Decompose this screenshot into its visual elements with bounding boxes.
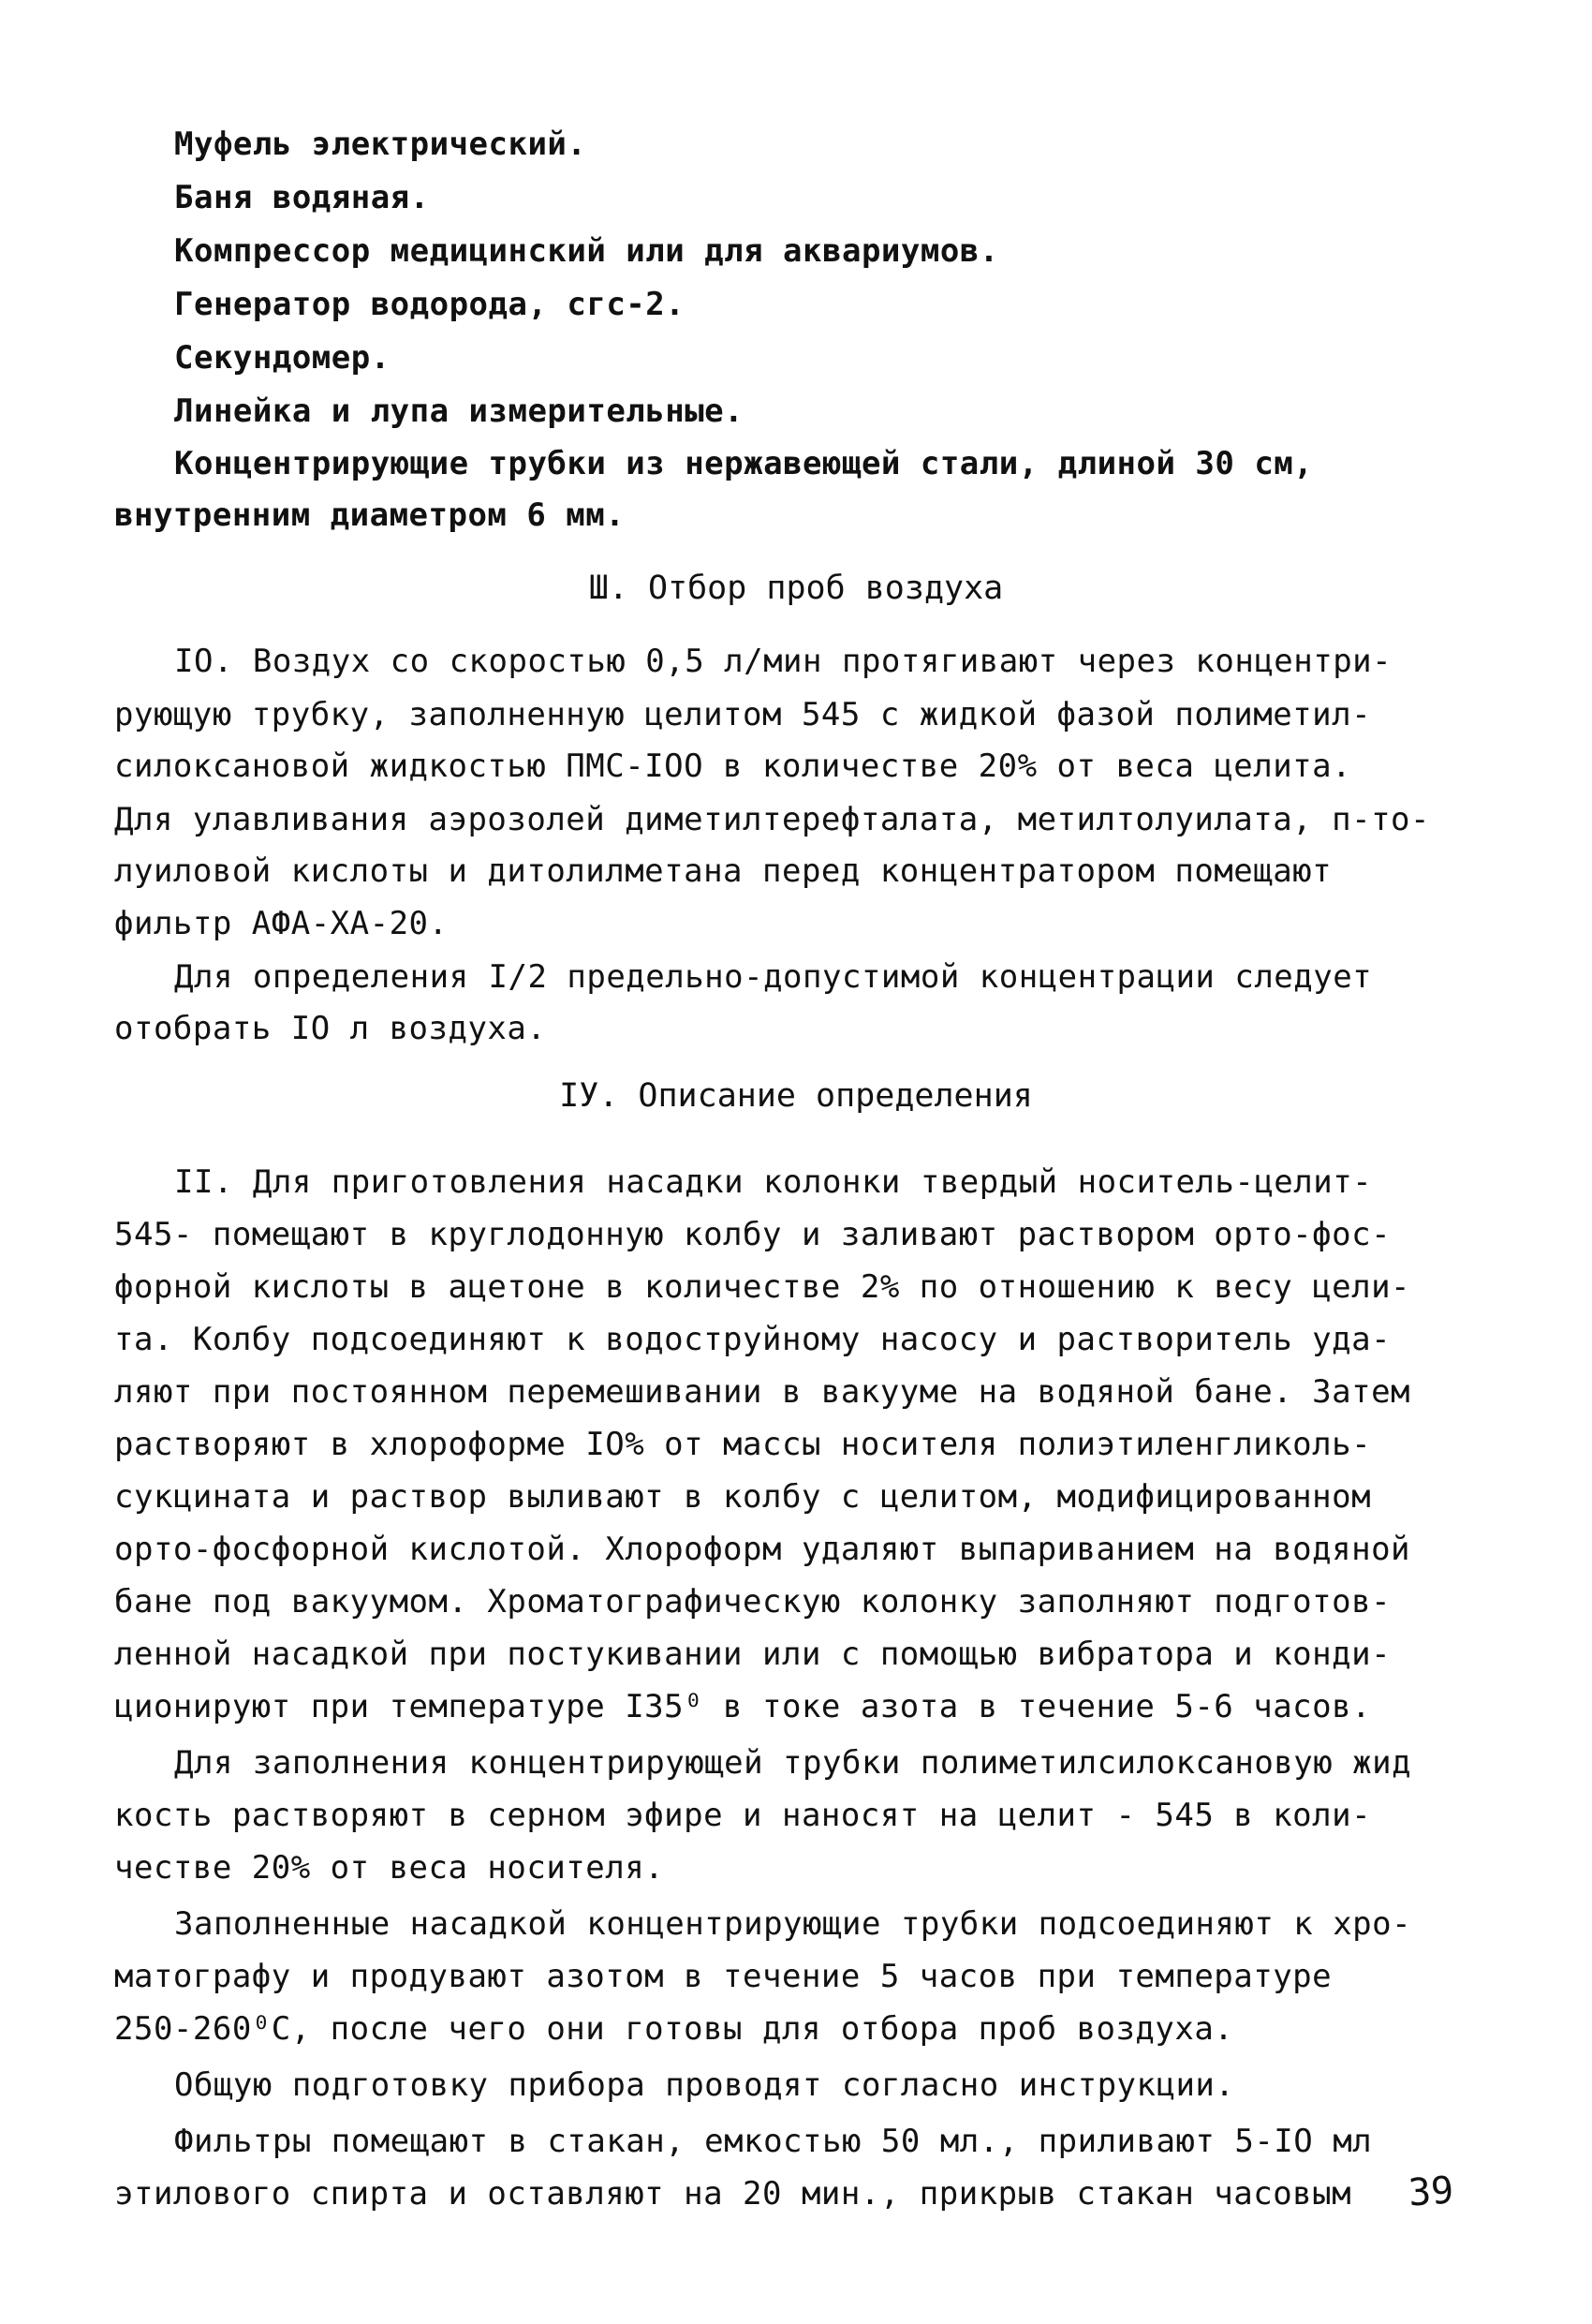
paragraph-11-line: бане под вакуумом. Хроматографическую колонку заполняют подготов- <box>114 1583 1392 1621</box>
paragraph-11-line: та. Колбу подсоединяют к водоструйному насосу и растворитель уда- <box>114 1321 1392 1358</box>
paragraph-11-line: орто-фосфорной кислотой. Хлороформ удаляют выпариванием на водяной <box>114 1531 1411 1568</box>
equipment-item: Концентрирующие трубки из нержавеющей стали, длиной 30 см, <box>174 445 1314 482</box>
paragraph-11-line: ленной насадкой при постукивании или с помощью вибратора и конди- <box>114 1636 1392 1673</box>
paragraph-11c-line: 250-260⁰С, после чего они готовы для отбора проб воздуха. <box>114 2010 1234 2048</box>
paragraph-10b-line: отобрать IO л воздуха. <box>114 1010 547 1047</box>
paragraph-10-line: силоксановой жидкостью ПМС-IOO в количестве 20% от веса целита. <box>114 748 1352 785</box>
paragraph-11-line: сукцината и раствор выливают в колбу с целитом, модифицированном <box>114 1478 1372 1516</box>
paragraph-11e-line: этилового спирта и оставляют на 20 мин., прикрыв стакан часовым <box>114 2175 1352 2213</box>
page-number: 39 <box>1407 2169 1455 2215</box>
paragraph-11c-line: матографу и продувают азотом в течение 5 часов при температуре <box>114 1958 1333 1995</box>
equipment-item: Муфель электрический. <box>174 126 587 163</box>
paragraph-11-line: 545- помещают в круглодонную колбу и заливают раствором орто-фос- <box>114 1216 1392 1253</box>
paragraph-11e-line: Фильтры помещают в стакан, емкостью 50 мл., приливают 5-IO мл <box>174 2123 1373 2160</box>
paragraph-11b-line: честве 20% от веса носителя. <box>114 1849 665 1887</box>
paragraph-11-line: II. Для приготовления насадки колонки твердый носитель-целит- <box>174 1163 1373 1201</box>
equipment-item-continuation: внутренним диаметром 6 мм. <box>114 496 626 534</box>
equipment-item: Генератор водорода, сгс-2. <box>174 286 685 323</box>
section-heading-description: IУ. Описание определения <box>559 1077 1033 1115</box>
paragraph-11-line: ционируют при температуре I35⁰ в токе азота в течение 5-6 часов. <box>114 1688 1372 1725</box>
paragraph-11b-line: кость растворяют в серном эфире и наносят на целит - 545 в коли- <box>114 1797 1372 1834</box>
paragraph-11b-line: Для заполнения концентрирующей трубки полиметилсилоксановую жид <box>174 1744 1412 1782</box>
paragraph-11d-line: Общую подготовку прибора проводят согласно инструкции. <box>174 2066 1235 2104</box>
paragraph-11-line: ляют при постоянном перемешивании в вакууме на водяной бане. Затем <box>114 1373 1411 1411</box>
paragraph-11-line: растворяют в хлороформе IO% от массы носителя полиэтиленгликоль- <box>114 1426 1372 1463</box>
equipment-item: Секундомер. <box>174 339 391 377</box>
paragraph-11c-line: Заполненные насадкой концентрирующие трубки подсоединяют к хро- <box>174 1905 1412 1943</box>
paragraph-10-line: луиловой кислоты и дитолилметана перед концентратором помещают <box>114 852 1333 890</box>
paragraph-10-line: Для улавливания аэрозолей диметилтерефталата, метилтолуилата, п-то- <box>114 801 1430 838</box>
paragraph-10-line: IO. Воздух со скоростью 0,5 л/мин протягивают через концентри- <box>174 643 1393 680</box>
paragraph-10-line: рующую трубку, заполненную целитом 545 с жидкой фазой полиметил- <box>114 696 1372 733</box>
paragraph-11-line: форной кислоты в ацетоне в количестве 2% по отношению к весу цели- <box>114 1268 1411 1306</box>
paragraph-10b-line: Для определения I/2 предельно-допустимой концентрации следует <box>174 958 1373 996</box>
paragraph-10-line: фильтр АФА-ХА-20. <box>114 905 449 942</box>
equipment-item: Компрессор медицинский или для аквариумов. <box>174 232 999 270</box>
equipment-item: Линейка и лупа измерительные. <box>174 392 744 430</box>
equipment-item: Баня водяная. <box>174 179 430 216</box>
section-heading-sampling: Ш. Отбор проб воздуха <box>588 570 1004 607</box>
